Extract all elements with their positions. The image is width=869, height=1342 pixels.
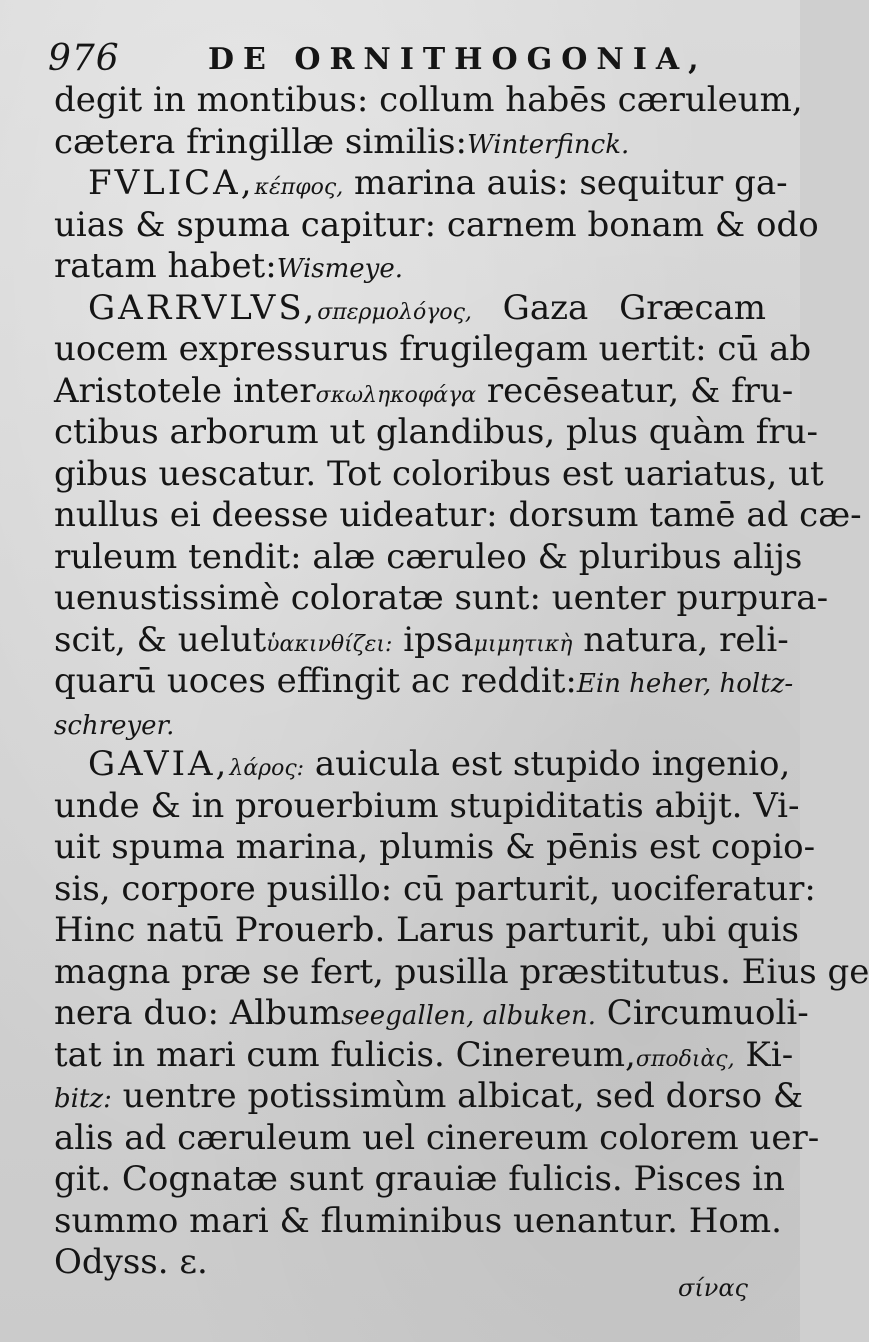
- text-segment: magna præ se fert, pusilla præstitutus. Eius ge: [54, 951, 869, 992]
- text-line: [54, 1200, 782, 1243]
- running-head: DE ORNITHOGONIA,: [208, 42, 708, 77]
- text-segment: recēseatur, & fru-: [476, 370, 794, 411]
- text-segment: degit in montibus: collum habēs cæruleum,: [54, 80, 803, 120]
- text-line: [54, 412, 818, 454]
- text-segment: uentre potissimùm albicat, sed dorso &: [111, 1076, 804, 1116]
- text-segment: μιμητικὴ: [473, 631, 573, 657]
- text-line: [54, 703, 766, 745]
- text-segment: FVLICA,: [88, 163, 255, 203]
- text-segment: quarū uoces effingit ac reddit:: [54, 661, 577, 701]
- text-segment: Aristotele inter: [54, 370, 316, 411]
- text-segment: cætera fringillæ similis:: [54, 121, 467, 162]
- text-line: [54, 619, 789, 662]
- text-line: [54, 827, 816, 869]
- text-segment: uias & spuma capitur: carnem bonam & odo: [54, 204, 819, 245]
- text-segment: σποδιὰς,: [635, 1046, 735, 1072]
- text-segment: gibus uescatur. Tot coloribus est uariatus, ut: [54, 453, 824, 494]
- text-line: [54, 80, 803, 122]
- text-line: [54, 951, 869, 994]
- text-segment: Ein heher, holtz-: [576, 669, 794, 699]
- text-line: [54, 122, 766, 164]
- text-line: [54, 1159, 785, 1201]
- text-segment: uit spuma marina, plumis & pēnis est copio-: [54, 827, 816, 867]
- text-segment: GAVIA,: [88, 744, 230, 784]
- text-line: [54, 288, 766, 330]
- text-segment: λάρος:: [229, 756, 305, 781]
- text-segment: Gaza Græcam: [471, 287, 766, 328]
- text-line: [54, 744, 791, 786]
- text-segment: auicula est stupido ingenio,: [304, 744, 791, 784]
- text-segment: tat in mari cum fulicis. Cinereum,: [54, 1034, 636, 1075]
- text-line: [54, 1034, 794, 1077]
- text-segment: κέπφος,: [254, 175, 344, 200]
- text-line: [54, 1242, 766, 1284]
- text-line: [54, 993, 809, 1035]
- text-line: [54, 329, 812, 371]
- text-line: [54, 578, 829, 620]
- text-segment: σπερμολόγος,: [317, 299, 472, 325]
- text-line: [54, 453, 824, 496]
- text-segment: seegallen, albuken.: [341, 1001, 596, 1031]
- text-segment: ruleum tendit: alæ cæruleo & pluribus alijs: [54, 536, 803, 577]
- text-segment: uenustissimè coloratæ sunt: uenter purpura-: [54, 578, 829, 618]
- text-segment: GARRVLVS,: [88, 287, 318, 328]
- text-segment: alis ad cæruleum uel cinereum colorem uer-: [54, 1117, 820, 1158]
- text-line: [54, 661, 794, 703]
- text-segment: summo mari & fluminibus uenantur. Hom.: [54, 1200, 782, 1241]
- text-segment: Circumuoli-: [596, 993, 809, 1033]
- catchword: σίνας: [677, 1274, 748, 1302]
- text-line: [54, 1076, 804, 1118]
- text-segment: marina auis: sequitur ga-: [343, 163, 788, 203]
- text-segment: ὑακινθίζει:: [266, 631, 393, 657]
- text-segment: uocem expressurus frugilegam uertit: cū ab: [54, 329, 812, 369]
- text-line: [54, 785, 800, 828]
- text-segment: Ki-: [734, 1034, 794, 1075]
- text-segment: Hinc natū Prouerb. Larus parturit, ubi quis: [54, 910, 799, 950]
- page-number: 976: [48, 38, 120, 79]
- text-segment: Wismeye.: [276, 254, 403, 284]
- text-line: [54, 495, 862, 537]
- text-segment: git. Cognatæ sunt grauiæ fulicis. Pisces in: [54, 1159, 785, 1199]
- text-line: [54, 536, 803, 579]
- text-segment: unde & in prouerbium stupiditatis abijt. Vi-: [54, 785, 800, 826]
- text-segment: scit, & uelut: [54, 619, 267, 660]
- page-header: [48, 38, 748, 84]
- text-line: [54, 370, 794, 413]
- text-segment: nullus ei deesse uideatur: dorsum tamē ad cæ-: [54, 495, 862, 535]
- text-line: [54, 1117, 820, 1160]
- text-segment: σκωληκοφάγα: [315, 382, 477, 408]
- text-segment: bitz:: [54, 1084, 112, 1114]
- text-segment: Winterfinck.: [466, 129, 630, 160]
- text-segment: ipsa: [392, 619, 474, 660]
- text-line: [54, 163, 788, 205]
- text-line: [54, 868, 816, 911]
- text-line: [54, 246, 766, 288]
- text-segment: natura, reli-: [572, 619, 789, 660]
- text-line: [54, 204, 819, 247]
- text-segment: ctibus arborum ut glandibus, plus quàm fru-: [54, 412, 818, 452]
- text-segment: ratam habet:: [54, 246, 277, 286]
- text-segment: Odyss. ε.: [54, 1242, 208, 1282]
- text-line: [54, 910, 799, 952]
- text-segment: schreyer.: [54, 710, 175, 741]
- text-segment: sis, corpore pusillo: cū parturit, uociferatur:: [54, 868, 816, 909]
- text-segment: nera duo: Album: [54, 993, 342, 1033]
- body-text: [54, 80, 869, 1284]
